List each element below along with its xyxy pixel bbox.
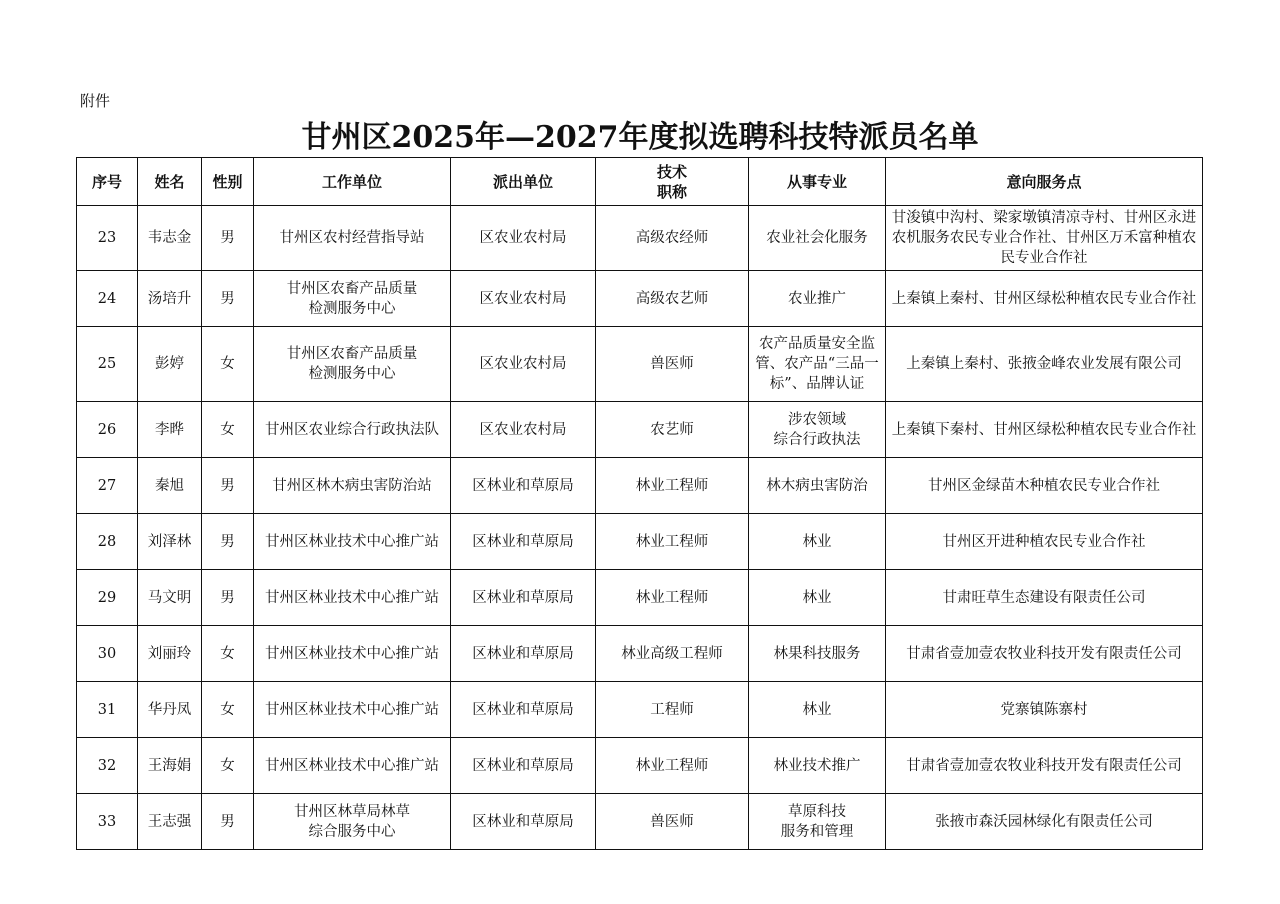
cell-service: 甘浚镇中沟村、梁家墩镇清凉寺村、甘州区永进农机服务农民专业合作社、甘州区万禾富种植农民专业合作社 bbox=[886, 206, 1203, 271]
cell-name: 秦旭 bbox=[138, 458, 202, 514]
cell-name: 刘泽林 bbox=[138, 514, 202, 570]
cell-title: 高级农艺师 bbox=[596, 271, 749, 327]
document-title: 甘州区2025年—2027年度拟选聘科技特派员名单 bbox=[301, 120, 979, 155]
header-no: 序号 bbox=[77, 158, 138, 206]
cell-title: 林业高级工程师 bbox=[596, 626, 749, 682]
cell-no: 24 bbox=[77, 271, 138, 327]
cell-workplace: 甘州区农畜产品质量 检测服务中心 bbox=[254, 271, 451, 327]
cell-service: 甘肃省壹加壹农牧业科技开发有限责任公司 bbox=[886, 738, 1203, 794]
cell-gender: 女 bbox=[202, 626, 254, 682]
cell-major: 林业技术推广 bbox=[749, 738, 886, 794]
table-row bbox=[77, 458, 1203, 514]
cell-workplace: 甘州区林业技术中心推广站 bbox=[254, 738, 451, 794]
cell-gender: 男 bbox=[202, 458, 254, 514]
cell-gender: 女 bbox=[202, 402, 254, 458]
cell-no: 23 bbox=[77, 206, 138, 271]
cell-title: 林业工程师 bbox=[596, 514, 749, 570]
cell-workplace: 甘州区林业技术中心推广站 bbox=[254, 570, 451, 626]
cell-no: 30 bbox=[77, 626, 138, 682]
cell-major: 农业推广 bbox=[749, 271, 886, 327]
table-row bbox=[77, 794, 1203, 850]
cell-name: 李晔 bbox=[138, 402, 202, 458]
table-row bbox=[77, 206, 1203, 271]
cell-title: 林业工程师 bbox=[596, 458, 749, 514]
cell-gender: 女 bbox=[202, 682, 254, 738]
cell-service: 上秦镇下秦村、甘州区绿松种植农民专业合作社 bbox=[886, 402, 1203, 458]
cell-dispatch: 区农业农村局 bbox=[451, 271, 596, 327]
cell-major: 林业 bbox=[749, 570, 886, 626]
cell-major: 农产品质量安全监管、农产品“三品一标”、品牌认证 bbox=[749, 327, 886, 402]
cell-service: 张掖市森沃园林绿化有限责任公司 bbox=[886, 794, 1203, 850]
cell-no: 29 bbox=[77, 570, 138, 626]
cell-major: 林木病虫害防治 bbox=[749, 458, 886, 514]
header-major: 从事专业 bbox=[749, 158, 886, 206]
cell-workplace: 甘州区农畜产品质量 检测服务中心 bbox=[254, 327, 451, 402]
cell-workplace: 甘州区林草局林草 综合服务中心 bbox=[254, 794, 451, 850]
cell-no: 26 bbox=[77, 402, 138, 458]
attachment-label: 附件 bbox=[80, 92, 111, 110]
cell-service: 甘肃旺草生态建设有限责任公司 bbox=[886, 570, 1203, 626]
cell-service: 上秦镇上秦村、张掖金峰农业发展有限公司 bbox=[886, 327, 1203, 402]
cell-title: 工程师 bbox=[596, 682, 749, 738]
cell-dispatch: 区林业和草原局 bbox=[451, 458, 596, 514]
cell-name: 王志强 bbox=[138, 794, 202, 850]
cell-no: 27 bbox=[77, 458, 138, 514]
cell-service: 甘州区开进种植农民专业合作社 bbox=[886, 514, 1203, 570]
cell-title: 兽医师 bbox=[596, 794, 749, 850]
cell-dispatch: 区农业农村局 bbox=[451, 327, 596, 402]
table-row bbox=[77, 402, 1203, 458]
cell-title: 林业工程师 bbox=[596, 570, 749, 626]
cell-major: 林果科技服务 bbox=[749, 626, 886, 682]
cell-no: 31 bbox=[77, 682, 138, 738]
cell-no: 28 bbox=[77, 514, 138, 570]
cell-name: 韦志金 bbox=[138, 206, 202, 271]
cell-no: 32 bbox=[77, 738, 138, 794]
table-row bbox=[77, 626, 1203, 682]
cell-workplace: 甘州区林木病虫害防治站 bbox=[254, 458, 451, 514]
cell-name: 马文明 bbox=[138, 570, 202, 626]
table-row bbox=[77, 570, 1203, 626]
cell-major: 草原科技 服务和管理 bbox=[749, 794, 886, 850]
cell-workplace: 甘州区林业技术中心推广站 bbox=[254, 682, 451, 738]
cell-gender: 女 bbox=[202, 327, 254, 402]
cell-dispatch: 区林业和草原局 bbox=[451, 514, 596, 570]
table-header-row bbox=[77, 158, 1203, 206]
cell-service: 甘州区金绿苗木种植农民专业合作社 bbox=[886, 458, 1203, 514]
cell-dispatch: 区林业和草原局 bbox=[451, 794, 596, 850]
cell-workplace: 甘州区林业技术中心推广站 bbox=[254, 626, 451, 682]
header-name: 姓名 bbox=[138, 158, 202, 206]
table-row bbox=[77, 514, 1203, 570]
header-title: 技术 职称 bbox=[596, 158, 749, 206]
cell-no: 33 bbox=[77, 794, 138, 850]
cell-name: 华丹凤 bbox=[138, 682, 202, 738]
cell-title: 农艺师 bbox=[596, 402, 749, 458]
cell-service: 党寨镇陈寨村 bbox=[886, 682, 1203, 738]
cell-gender: 男 bbox=[202, 794, 254, 850]
cell-gender: 男 bbox=[202, 570, 254, 626]
cell-title: 高级农经师 bbox=[596, 206, 749, 271]
cell-name: 王海娟 bbox=[138, 738, 202, 794]
cell-gender: 男 bbox=[202, 206, 254, 271]
header-workplace: 工作单位 bbox=[254, 158, 451, 206]
cell-gender: 男 bbox=[202, 514, 254, 570]
cell-service: 上秦镇上秦村、甘州区绿松种植农民专业合作社 bbox=[886, 271, 1203, 327]
cell-name: 刘丽玲 bbox=[138, 626, 202, 682]
table-row bbox=[77, 682, 1203, 738]
cell-service: 甘肃省壹加壹农牧业科技开发有限责任公司 bbox=[886, 626, 1203, 682]
cell-dispatch: 区农业农村局 bbox=[451, 206, 596, 271]
cell-workplace: 甘州区农村经营指导站 bbox=[254, 206, 451, 271]
cell-dispatch: 区林业和草原局 bbox=[451, 738, 596, 794]
table-row bbox=[77, 271, 1203, 327]
cell-major: 农业社会化服务 bbox=[749, 206, 886, 271]
cell-dispatch: 区林业和草原局 bbox=[451, 682, 596, 738]
cell-no: 25 bbox=[77, 327, 138, 402]
table-row bbox=[77, 327, 1203, 402]
cell-major: 涉农领域 综合行政执法 bbox=[749, 402, 886, 458]
cell-title: 林业工程师 bbox=[596, 738, 749, 794]
header-gender: 性别 bbox=[202, 158, 254, 206]
cell-title: 兽医师 bbox=[596, 327, 749, 402]
cell-dispatch: 区林业和草原局 bbox=[451, 570, 596, 626]
cell-major: 林业 bbox=[749, 514, 886, 570]
cell-gender: 女 bbox=[202, 738, 254, 794]
header-service: 意向服务点 bbox=[886, 158, 1203, 206]
cell-dispatch: 区林业和草原局 bbox=[451, 626, 596, 682]
roster-table bbox=[76, 157, 1203, 850]
table-row bbox=[77, 738, 1203, 794]
cell-name: 彭婷 bbox=[138, 327, 202, 402]
cell-name: 汤培升 bbox=[138, 271, 202, 327]
cell-workplace: 甘州区林业技术中心推广站 bbox=[254, 514, 451, 570]
header-dispatch: 派出单位 bbox=[451, 158, 596, 206]
cell-workplace: 甘州区农业综合行政执法队 bbox=[254, 402, 451, 458]
cell-gender: 男 bbox=[202, 271, 254, 327]
cell-major: 林业 bbox=[749, 682, 886, 738]
cell-dispatch: 区农业农村局 bbox=[451, 402, 596, 458]
